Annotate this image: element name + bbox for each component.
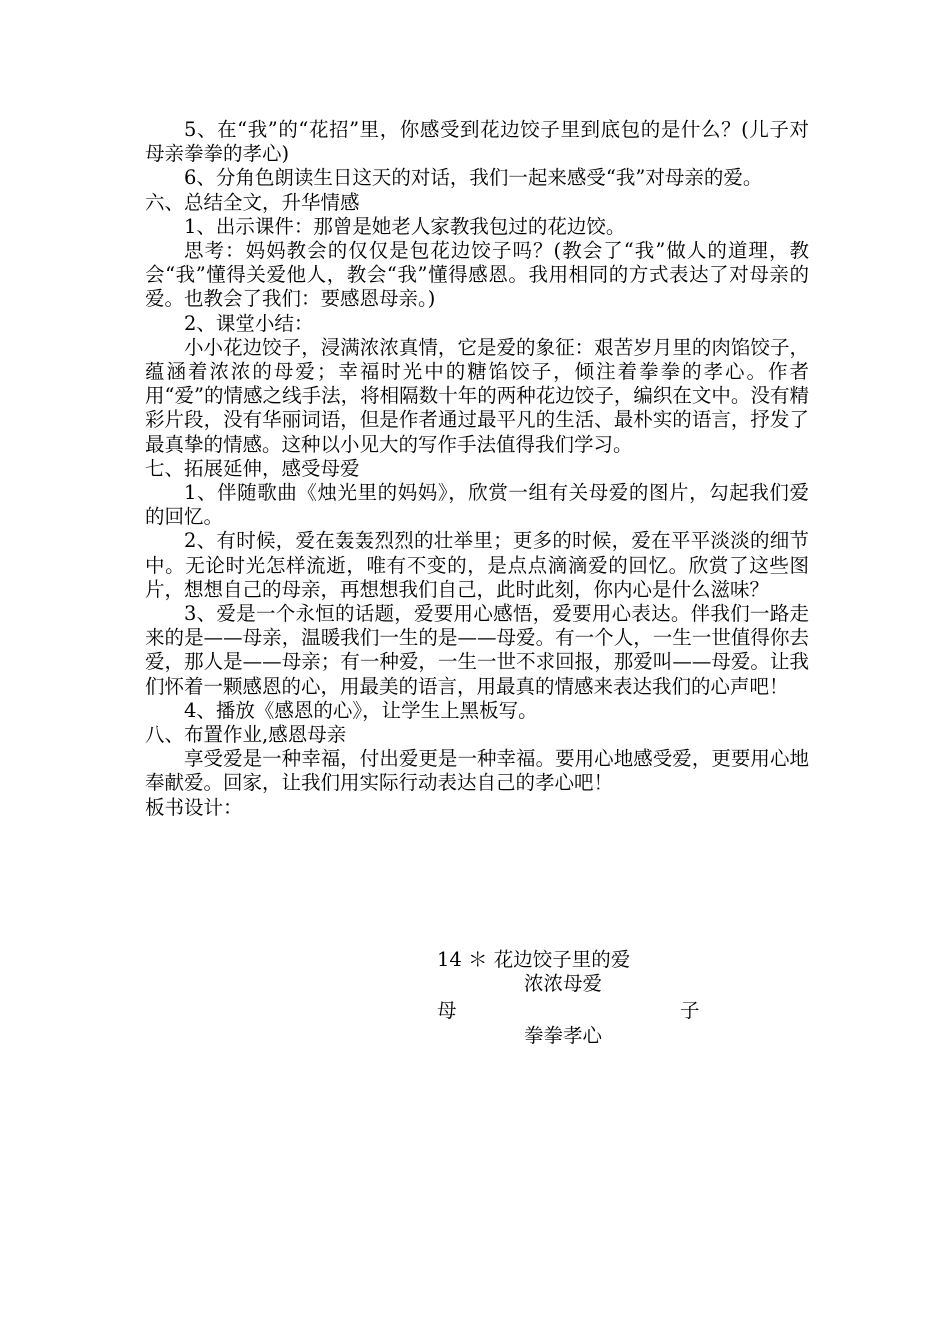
paragraph-summary: 小小花边饺子，浸满浓浓真情，它是爱的象征：艰苦岁月里的肉馅饺子，蕴涵着浓浓的母爱；幸福时光中的糖馅饺子，倾注着拳拳的孝心。作者用“爱”的情感之线手法，将相隔数十年的两种花边饺子，编织在文中。没有精彩片段，没有华丽词语，但是作者通过最平凡的生活、最朴实的语言，抒发了最真挚的情感。这种以小见大的写作手法值得我们学习。 — [145, 335, 809, 456]
paragraph-play-song: 4、播放《感恩的心》，让学生上黑板写。 — [184, 698, 538, 722]
paragraph-courseware: 1、出示课件：那曾是她老人家教我包过的花边饺。 — [184, 214, 626, 238]
paragraph-question-6: 6、分角色朗读生日这天的对话，我们一起来感受“我”对母亲的爱。 — [184, 166, 763, 190]
board-top-phrase: 浓浓母爱 — [524, 972, 603, 995]
paragraph-memories: 2、有时候，爱在轰轰烈烈的壮举里；更多的时候，爱在平平淡淡的细节中。无论时光怎样流逝，唯有不变的，是点点滴滴爱的回忆。欣赏了这些图片，想想自己的母亲，再想想我们自己，此时此刻，你内心是什么滋味？ — [145, 529, 809, 601]
paragraph-question-5: 5、在“我”的“花招”里，你感受到花边饺子里到底包的是什么？(儿子对母亲拳拳的孝心) — [145, 118, 809, 166]
paragraph-think: 思考：妈妈教会的仅仅是包花边饺子吗？(教会了“我”做人的道理，教会“我”懂得关爱他人，教会“我”懂得感恩。我用相同的方式表达了对母亲的爱。也教会了我们：要感恩母亲。) — [145, 239, 809, 311]
board-design-label: 板书设计： — [145, 795, 243, 819]
paragraph-eternal-topic: 3、爱是一个永恒的话题，爱要用心感悟，爱要用心表达。伴我们一路走来的是——母亲，温暖我们一生的是——母爱。有一个人，一生一世值得你去爱，那人是——母亲；有一种爱，一生一世不求回报，那爱叫——母爱。让我们怀着一颗感恩的心，用最美的语言，用最真的情感来表达我们的心声吧！ — [145, 602, 809, 698]
board-design — [0, 942, 950, 1052]
board-title: 14 ＊ 花边饺子里的爱 — [437, 948, 631, 971]
paragraph-homework: 享受爱是一种幸福，付出爱更是一种幸福。要用心地感受爱，更要用心地奉献爱。回家，让我们用实际行动表达自己的孝心吧！ — [145, 747, 809, 795]
paragraph-song: 1、伴随歌曲《烛光里的妈妈》，欣赏一组有关母爱的图片，勾起我们爱的回忆。 — [145, 481, 809, 529]
board-left-char: 母 — [437, 999, 457, 1022]
board-right-char: 子 — [680, 999, 700, 1022]
section-heading-6: 六、总结全文，升华情感 — [145, 190, 360, 214]
document-body — [145, 118, 809, 820]
paragraph-summary-label: 2、课堂小结： — [184, 311, 314, 335]
section-heading-7: 七、拓展延伸，感受母爱 — [145, 456, 360, 480]
board-bottom-phrase: 拳拳孝心 — [524, 1024, 603, 1047]
section-heading-8: 八、布置作业,感恩母亲 — [145, 723, 347, 747]
